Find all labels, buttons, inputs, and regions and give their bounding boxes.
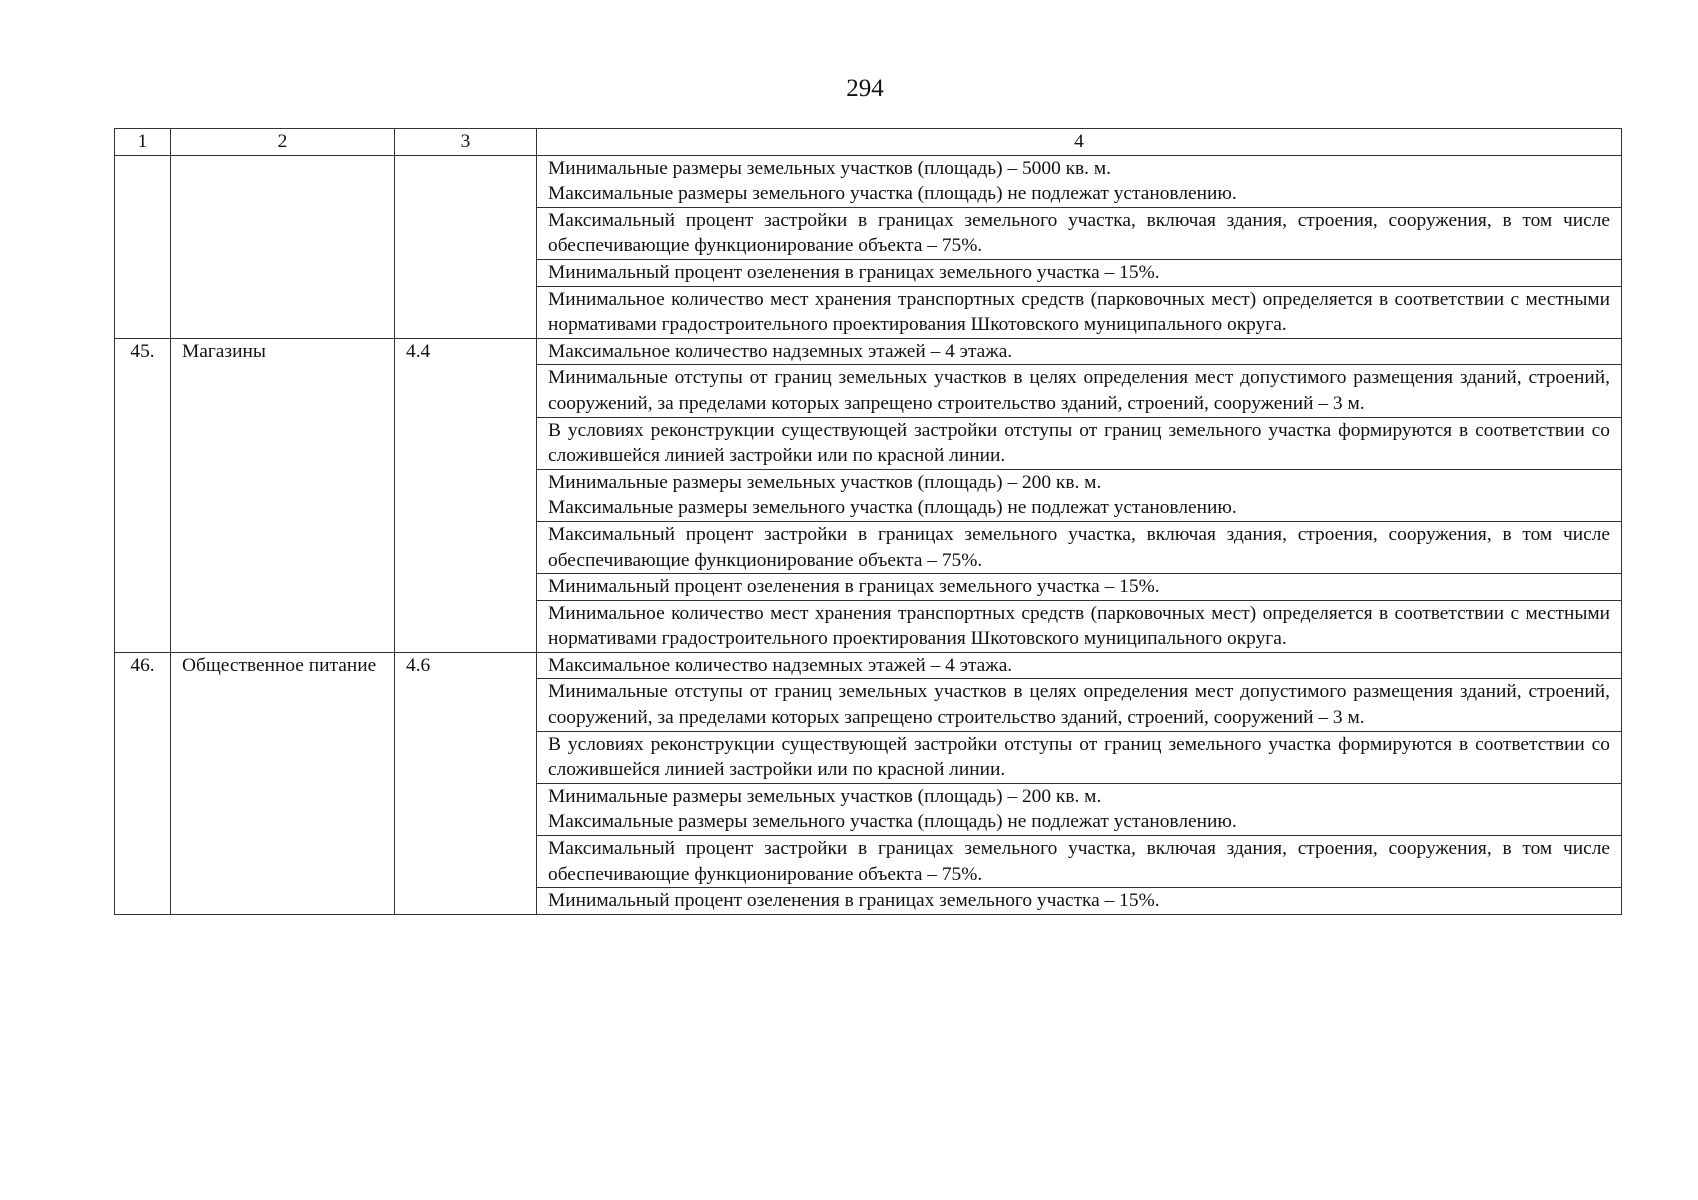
row-number-cell: 46. bbox=[115, 652, 171, 914]
use-code-cell: 4.6 bbox=[395, 652, 537, 914]
use-code-cell: 4.4 bbox=[395, 338, 537, 652]
table-row bbox=[115, 652, 1622, 679]
row-number-cell: 45. bbox=[115, 338, 171, 652]
parameter-cell bbox=[537, 155, 1622, 207]
parameter-text: Максимальные размеры земельного участка (площадь) не подлежат установлению. bbox=[548, 497, 1237, 519]
column-number-3: 3 bbox=[395, 129, 537, 156]
parameter-cell bbox=[537, 731, 1622, 783]
parameter-text: Максимальные размеры земельного участка (площадь) не подлежат установлению. bbox=[548, 811, 1237, 833]
parameter-cell bbox=[537, 679, 1622, 731]
parameter-cell bbox=[537, 207, 1622, 259]
parameter-text: Максимальные размеры земельного участка (площадь) не подлежат установлению. bbox=[548, 183, 1237, 205]
column-number-row bbox=[115, 129, 1622, 156]
page-number: 294 bbox=[846, 75, 884, 102]
column-number-1: 1 bbox=[115, 129, 171, 156]
parameter-text: Минимальные размеры земельных участков (площадь) – 200 кв. м. bbox=[548, 785, 1102, 807]
parameter-text: Минимальные размеры земельных участков (площадь) – 200 кв. м. bbox=[548, 471, 1102, 493]
parameter-text: Максимальный процент застройки в границах земельного участка, включая здания, строения, сооружения, в том числе обеспечивающие функционирование объекта – 75%. bbox=[548, 523, 1610, 571]
parameter-cell bbox=[537, 259, 1622, 286]
parameter-text: Минимальный процент озеленения в границах земельного участка – 15%. bbox=[548, 576, 1160, 598]
parameter-text: Минимальные отступы от границ земельных участков в целях определения мест допустимого размещения зданий, строений, сооружений, за пределами которых запрещено строительство зданий, строений, сооружений – 3 м. bbox=[548, 367, 1610, 414]
parameter-cell bbox=[537, 417, 1622, 469]
parameter-text: Максимальное количество надземных этажей – 4 этажа. bbox=[548, 654, 1013, 676]
parameter-text: Максимальное количество надземных этажей – 4 этажа. bbox=[548, 340, 1013, 362]
row-number-cell bbox=[115, 155, 171, 338]
parameter-text: В условиях реконструкции существующей застройки отступы от границ земельного участка формируются в соответствии со сложившейся линией застройки или по красной линии. bbox=[548, 419, 1610, 467]
parameter-cell bbox=[537, 600, 1622, 652]
parameter-cell bbox=[537, 365, 1622, 417]
parameter-cell bbox=[537, 574, 1622, 601]
parameter-text: Минимальный процент озеленения в границах земельного участка – 15%. bbox=[548, 890, 1160, 912]
regulations-table bbox=[114, 128, 1622, 915]
use-name-cell: Магазины bbox=[171, 338, 395, 652]
parameter-text: В условиях реконструкции существующей застройки отступы от границ земельного участка формируются в соответствии со сложившейся линией застройки или по красной линии. bbox=[548, 733, 1610, 781]
table-body bbox=[115, 129, 1622, 915]
use-code-cell bbox=[395, 155, 537, 338]
parameter-text: Минимальный процент озеленения в границах земельного участка – 15%. bbox=[548, 261, 1160, 283]
parameter-cell bbox=[537, 652, 1622, 679]
parameter-cell bbox=[537, 783, 1622, 835]
parameter-text: Минимальное количество мест хранения транспортных средств (парковочных мест) определяется в соответствии с местными нормативами градостроительного проектирования Шкотовского муниципального округа. bbox=[548, 288, 1610, 336]
parameter-cell bbox=[537, 469, 1622, 521]
parameter-cell bbox=[537, 338, 1622, 365]
table-row bbox=[115, 155, 1622, 207]
column-number-2: 2 bbox=[171, 129, 395, 156]
table-row bbox=[115, 338, 1622, 365]
parameter-text: Максимальный процент застройки в границах земельного участка, включая здания, строения, сооружения, в том числе обеспечивающие функционирование объекта – 75%. bbox=[548, 209, 1610, 257]
parameter-cell bbox=[537, 286, 1622, 338]
use-name-cell: Общественное питание bbox=[171, 652, 395, 914]
parameter-cell bbox=[537, 521, 1622, 573]
column-number-4: 4 bbox=[537, 129, 1622, 156]
parameter-text: Минимальные размеры земельных участков (площадь) – 5000 кв. м. bbox=[548, 157, 1111, 179]
parameter-text: Минимальные отступы от границ земельных участков в целях определения мест допустимого размещения зданий, строений, сооружений, за пределами которых запрещено строительство зданий, строений, сооружений – 3 м. bbox=[548, 681, 1610, 729]
use-name-cell bbox=[171, 155, 395, 338]
parameter-text: Максимальный процент застройки в границах земельного участка, включая здания, строения, сооружения, в том числе обеспечивающие функционирование объекта – 75%. bbox=[548, 838, 1610, 885]
parameter-text: Минимальное количество мест хранения транспортных средств (парковочных мест) определяется в соответствии с местными нормативами градостроительного проектирования Шкотовского муниципального округа. bbox=[548, 602, 1610, 650]
parameter-cell bbox=[537, 888, 1622, 915]
parameter-cell bbox=[537, 836, 1622, 888]
